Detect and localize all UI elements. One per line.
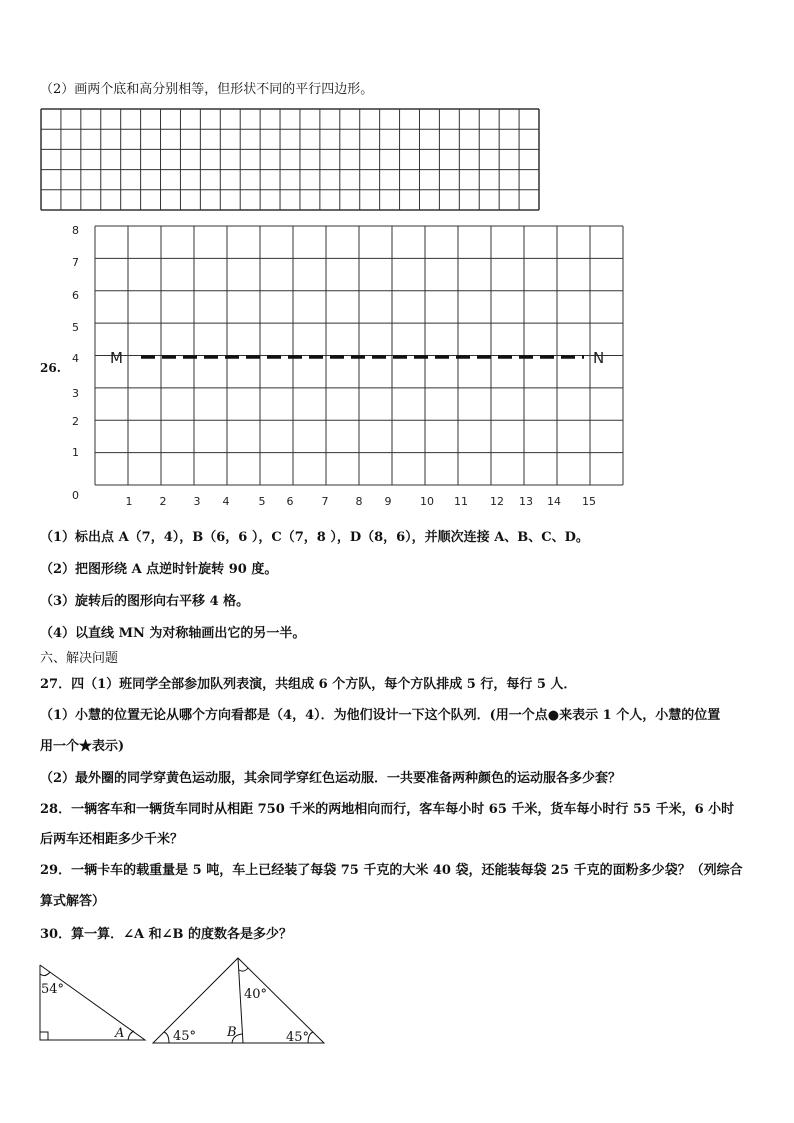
x-tick-label: 5 [258,495,266,508]
y-tick-label: 7 [72,256,79,269]
m-label: M [110,349,123,367]
y-tick-label: 5 [72,321,79,334]
q28-line2: 后两车还相距多少千米？ [40,832,184,847]
angle-45-left-label: 45° [173,1029,197,1044]
angle-40-label: 40° [244,987,268,1002]
x-tick-label: 1 [125,495,133,508]
y-tick-label: 1 [72,446,79,459]
parallelogram-drawing-grid [41,109,539,210]
q27-part1-line2: 用一个★表示) [40,739,125,754]
q26-task-4: （4）以直线 MN 为对称轴画出它的另一半。 [40,626,306,641]
x-axis-ticks [126,495,597,508]
q25-part2-text: （2）画两个底和高分别相等，但形状不同的平行四边形。 [40,82,374,97]
right-angle-mark [40,1032,48,1040]
q26-task-1: （1）标出点 A（7，4），B（6，6 ），C（7，8 ），D（8，6），并顺次连接 A、B、C、D。 [40,530,589,545]
q27-part2: （2）最外圈的同学穿黄色运动服，其余同学穿红色运动服．一共要准备两种颜色的运动服各多少套？ [40,771,622,786]
x-tick-label: 14 [547,495,561,508]
x-tick-label: 9 [384,495,392,508]
angle-45-right-label: 45° [286,1030,310,1045]
x-tick-label: 11 [454,495,468,508]
right-triangle-figure [40,965,145,1041]
q29-line2: 算式解答） [40,894,106,909]
x-tick-label: 7 [321,495,329,508]
isosceles-triangle-figure [153,958,324,1045]
y-tick-label: 0 [72,489,79,502]
q30-stem: 30．算一算．∠A 和∠B 的度数各是多少？ [40,927,293,942]
angle-arc-40 [239,968,248,971]
y-tick-label: 4 [72,352,79,365]
x-tick-label: 2 [159,495,167,508]
section-title: 六、解决问题 [40,651,119,666]
x-tick-label: 6 [286,495,294,508]
angle-a-letter: A [115,1026,125,1041]
q27-part1-line1: （1）小慧的位置无论从哪个方向看都是（4，4）．为他们设计一下这个队列．(用一个点●来表示 1 个人，小慧的位置 [40,708,721,723]
q26-task-2: （2）把图形绕 A 点逆时针旋转 90 度。 [40,562,278,577]
triangle-1-outline [40,965,145,1040]
angle-b-letter: B [227,1025,237,1040]
y-tick-label: 3 [72,387,79,400]
q26-number: 26. [40,361,61,375]
y-tick-label: 2 [72,415,79,428]
y-tick-label: 8 [72,224,79,237]
q29-line1: 29．一辆卡车的载重量是 5 吨，车上已经装了每袋 75 千克的大米 40 袋，还能装每袋 25 千克的面粉多少袋？（列综合 [40,863,743,878]
q28-line1: 28．一辆客车和一辆货车同时从相距 750 千米的两地相向而行，客车每小时 65 千米，货车每小时行 55 千米，6 小时 [40,802,735,817]
angle-arc-a [128,1031,134,1040]
q27-stem: 27．四（1）班同学全部参加队列表演，共组成 6 个方队，每个方队排成 5 行，每行 5 人． [40,677,577,692]
q26-task-3: （3）旋转后的图形向右平移 4 格。 [40,594,250,609]
y-axis-ticks [72,224,79,502]
angle-54-label: 54° [41,982,65,997]
x-tick-label: 12 [490,495,504,508]
x-tick-label: 8 [355,495,363,508]
angle-arc-top [40,972,50,976]
angle-arc-left-45 [164,1032,169,1043]
x-tick-label: 3 [193,495,201,508]
x-tick-label: 13 [519,495,533,508]
x-tick-label: 4 [222,495,230,508]
n-label: N [593,349,605,367]
y-tick-label: 6 [72,289,79,302]
x-tick-label: 15 [582,495,596,508]
x-tick-label: 10 [420,495,434,508]
